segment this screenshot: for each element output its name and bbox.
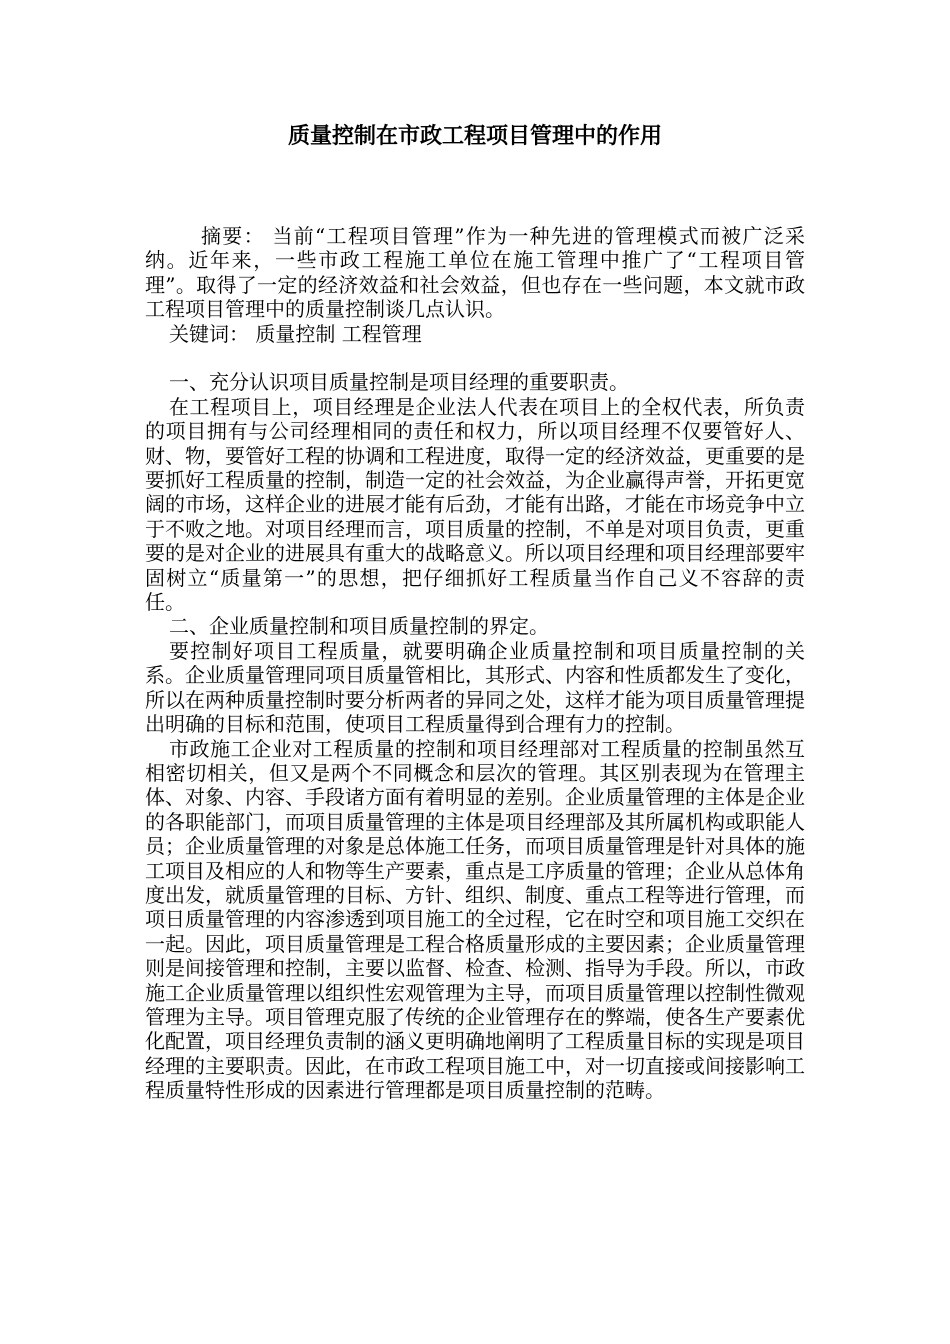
section-2-paragraph-2: 市政施工企业对工程质量的控制和项目经理部对工程质量的控制虽然互相密切相关，但又是两个不同概念和层次的管理。其区别表现为在管理主体、对象、内容、手段诸方面有着明显的差别。企业质量管理的主体是企业的各职能部门，而项目质量管理的主体是项目经理部及其所属机构或职能人员；企业质量管理的对象是总体施工任务，而项目质量管理是针对具体的施工项目及相应的人和物等生产要素，重点是工序质量的管理；企业从总体角度出发，就质量管理的目标、方针、组织、制度、重点工程等进行管理，而项日质量管理的内容渗透到项目施工的全过程，它在时空和项目施工交织在一起。因此，项目质量管理是工程合格质量形成的主要因素；企业质量管理则是间接管理和控制，主要以监督、检查、检测、指导为手段。所以，市政施工企业质量管理以组织性宏观管理为主导，而项目质量管理以控制性微观管理为主导。项目管理克服了传统的企业管理存在的弊端，使各生产要素优化配置，项目经理负责制的涵义更明确地阐明了工程质量目标的实现是项目经理的主要职责。因此，在市政工程项目施工中，对一切直接或间接影响工程质量特性形成的因素进行管理都是项目质量控制的范畴。 [145, 736, 805, 1103]
document-body [145, 224, 805, 1103]
section-heading-1: 一、充分认识项目质量控制是项目经理的重要职责。 [169, 370, 629, 395]
spacer [145, 346, 805, 370]
section-heading-2: 二、企业质量控制和项目质量控制的界定。 [169, 614, 549, 639]
section-2-paragraph-1: 要控制好项目工程质量，就要明确企业质量控制和项目质量控制的关系。企业质量管理同项目质量管相比，其形式、内容和性质都发生了变化，所以在两种质量控制时要分析两者的异同之处，这样才能为项目质量管理提出明确的目标和范围，使项目工程质量得到合理有力的控制。 [145, 638, 805, 737]
document-title: 质量控制在市政工程项目管理中的作用 [287, 124, 662, 149]
abstract-paragraph: 摘要： 当前“工程项目管理”作为一种先进的管理模式而被广泛采纳。近年来，一些市政工程施工单位在施工管理中推广了“工程项目管理”。取得了一定的经济效益和社会效益，但也存在一些问题，本文就市政工程项目管理中的质量控制谈几点认识。 [145, 224, 805, 322]
section-1-paragraph-1: 在工程项目上，项目经理是企业法人代表在项目上的全权代表，所负责的项目拥有与公司经理相同的责任和权力，所以项目经理不仅要管好人、财、物，要管好工程的协调和工程进度，取得一定的经济效益，更重要的是要抓好工程质量的控制，制造一定的社会效益，为企业赢得声誉，开拓更宽阔的市场，这样企业的进展才能有后劲，才能有出路，才能在市场竞争中立于不败之地。对项目经理而言，项目质量的控制，不单是对项目负责，更重要的是对企业的进展具有重大的战略意义。所以项目经理和项目经理部要牢固树立“质量第一”的思想，把仔细抓好工程质量当作自己义不容辞的责任。 [145, 394, 805, 615]
keywords-line: 关键词： 质量控制 工程管理 [169, 321, 422, 346]
